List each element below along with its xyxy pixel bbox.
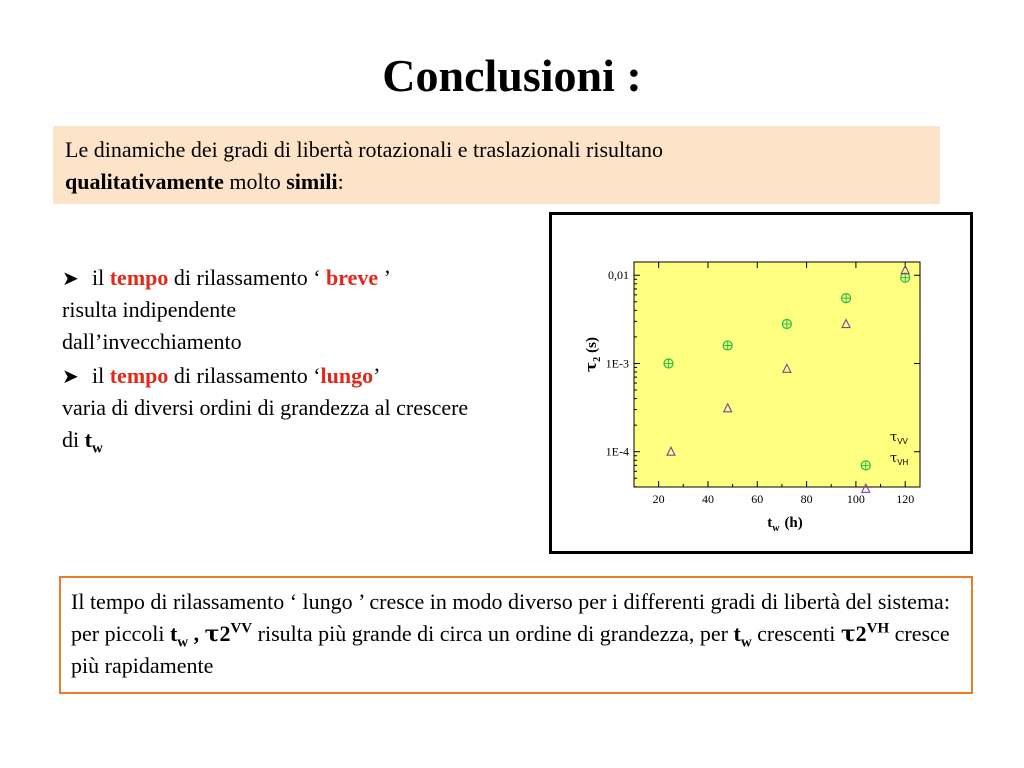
- arrow-bullet-icon: ➤: [62, 266, 79, 290]
- bullet-item-breve: [62, 262, 502, 358]
- vv-point: [782, 320, 791, 329]
- x-axis-label-sub: w: [772, 523, 780, 534]
- vv-point: [842, 294, 851, 303]
- bullet-keyword-breve: breve: [326, 265, 379, 290]
- bullet-rest-text: varia di diversi ordini di grandezza al crescere di: [62, 395, 469, 452]
- conclusion-two2: 2: [855, 621, 867, 646]
- bullet-mid: di rilassamento ‘: [168, 363, 321, 388]
- conclusion-p1: Il tempo di rilassamento ‘ lungo ’ cresce in modo diverso per i differenti gradi di libertà del sistema: per piccoli: [71, 589, 950, 646]
- bullet-list: [62, 262, 502, 458]
- summary-bold-qualitativamente: qualitativamente: [65, 169, 224, 194]
- plot-area: [634, 262, 920, 487]
- y-axis-label-sub: 2: [592, 356, 603, 362]
- tw-t: t: [84, 427, 92, 452]
- page-title: Conclusioni :: [382, 50, 642, 101]
- x-tick-label: 60: [751, 492, 764, 506]
- y-tick-label: 1E-4: [605, 444, 629, 459]
- conclusion-t2: t: [733, 621, 741, 646]
- conclusion-comma: ,: [188, 621, 205, 646]
- summary-line1: Le dinamiche dei gradi di libertà rotazionali e traslazionali risultano: [65, 137, 664, 162]
- conclusion-p3: crescenti: [751, 621, 841, 646]
- bullet-keyword-tempo: tempo: [109, 363, 169, 388]
- bullet-item-lungo: [62, 360, 502, 456]
- x-tick-label: 120: [896, 492, 915, 506]
- bullet-pre: il: [92, 363, 110, 388]
- bullet-post: ’: [378, 265, 391, 290]
- conclusion-tau: τ: [204, 621, 220, 647]
- legend-vh-label: $\tau_{VH}$: [890, 451, 909, 467]
- summary-end: :: [337, 169, 344, 194]
- x-tick-label: 80: [800, 492, 813, 506]
- summary-bold-simili: simili: [286, 169, 338, 194]
- y-tick-label: 0,01: [608, 268, 629, 283]
- bullet-pre: il: [92, 265, 110, 290]
- bullet-mid: di rilassamento ‘: [168, 265, 327, 290]
- conclusion-p4: cresce più rapidamente: [71, 621, 950, 678]
- bullet-keyword-tempo: tempo: [109, 265, 169, 290]
- x-tick-label: 20: [652, 492, 665, 506]
- conclusion-w2: w: [740, 634, 752, 651]
- legend-vh-sub: VH: [897, 458, 909, 467]
- y-axis-label-tau: τ: [582, 361, 600, 372]
- y-axis-label-unit: (s): [584, 337, 600, 353]
- summary-mid: molto: [223, 169, 287, 194]
- vv-point: [664, 359, 673, 368]
- conclusion-p2: risulta più grande di circa un ordine di grandezza, per: [252, 621, 734, 646]
- y-axis-label: [582, 337, 603, 372]
- conclusion-box: [59, 576, 973, 694]
- tw-sub: w: [91, 440, 103, 457]
- bullet-post: ’: [373, 363, 381, 388]
- legend-vv-label: $\tau_{VV}$: [890, 430, 908, 446]
- bullet-rest: risulta indipendente dall’invecchiamento: [62, 297, 242, 354]
- vv-point: [861, 461, 870, 470]
- conclusion-vv: VV: [230, 620, 253, 637]
- x-axis-label: [767, 515, 803, 534]
- conclusion-vh: VH: [866, 620, 890, 637]
- y-tick-label: 1E-3: [605, 356, 629, 371]
- x-tick-label: 40: [701, 492, 714, 506]
- conclusion-t: t: [169, 621, 178, 646]
- bullet-rest: [62, 392, 472, 456]
- bullet-keyword-lungo: lungo: [320, 363, 374, 388]
- x-tick-label: 100: [846, 492, 865, 506]
- chart-frame: [549, 212, 973, 554]
- conclusion-tau2: τ: [840, 621, 856, 647]
- conclusion-two: 2: [219, 621, 231, 646]
- vv-point: [723, 341, 732, 350]
- x-axis-label-unit: (h): [784, 515, 803, 531]
- x-axis-label-t: t: [767, 515, 773, 531]
- arrow-bullet-icon: ➤: [62, 364, 79, 388]
- vv-point: [901, 273, 910, 282]
- summary-box: [53, 126, 940, 204]
- conclusion-w: w: [177, 634, 189, 651]
- legend-vv-sub: VV: [897, 437, 908, 446]
- scatter-chart: [552, 215, 970, 551]
